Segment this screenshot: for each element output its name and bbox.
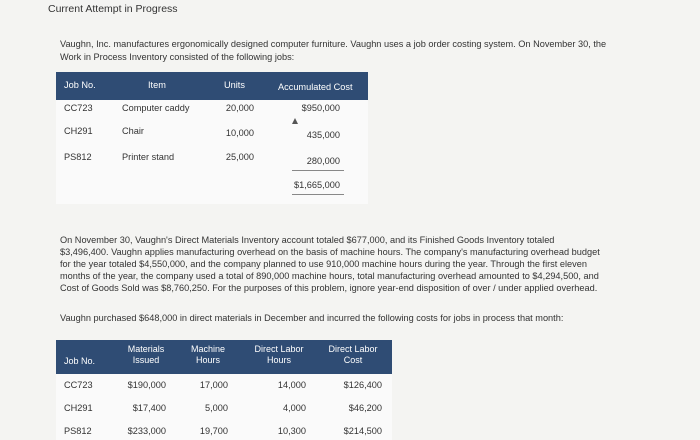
units-cell: 20,000 [225,103,254,113]
header-job-no: Job No. [64,80,96,90]
intro-line: Work in Process Inventory consisted of the following jobs: [60,51,295,62]
dl-cost-cell: $126,400 [343,380,382,390]
units-cell: 10,000 [225,128,254,138]
cost-cell: $950,000 [301,103,340,113]
units-cell: 25,000 [225,152,254,162]
header-line: Machine [190,344,226,354]
work-in-process-table [56,72,368,204]
table-header [56,340,392,374]
dl-hours-cell: 4,000 [283,403,306,413]
paragraph-line: for the year totaled $4,550,000, and the company planned to use 910,000 machine hours during the year. Through the first eleven [60,259,587,269]
dl-hours-cell: 10,300 [277,426,306,436]
paragraph-line: months of the year, the company used a total of 890,000 machine hours, total manufacturing overhead amounted to $4,294,500, and [60,271,599,281]
paragraph-line: Cost of Goods Sold was $8,760,250. For the purposes of this problem, ignore year-end disposition of over / under applied overhead. [60,283,598,293]
job-no-cell: CH291 [64,403,93,413]
intro-text [60,38,660,63]
materials-cell: $233,000 [127,426,166,436]
header-line: Cost [343,355,363,365]
purchase-note: Vaughn purchased $648,000 in direct materials in December and incurred the following costs for jobs in process that month: [60,313,564,323]
table-header [56,72,368,100]
overhead-paragraph [60,234,670,294]
mouse-cursor-icon [292,118,298,124]
intro-line: Vaughn, Inc. manufactures ergonomically designed computer furniture. Vaughn uses a job order costing system. On November 30, the [60,39,607,49]
materials-cell: $190,000 [127,380,166,390]
header-line: Issued [132,355,160,365]
item-cell: Chair [122,126,144,136]
dl-hours-cell: 14,000 [277,380,306,390]
header-job-no: Job No. [64,356,96,366]
header-machine-hours [182,344,234,366]
header-accumulated-cost: Accumulated Cost [278,82,353,92]
header-line: Hours [266,355,291,365]
item-cell: Computer caddy [122,103,190,113]
materials-cell: $17,400 [132,403,166,413]
job-no-cell: PS812 [64,152,92,162]
header-line: Direct Labor [254,344,304,354]
cost-cell: 280,000 [306,156,340,166]
job-no-cell: CH291 [64,126,93,136]
subtotal-rule [292,170,344,171]
header-direct-labor-cost [322,344,384,366]
header-line: Materials [127,344,165,354]
machine-hours-cell: 19,700 [199,426,228,436]
paragraph-line: On November 30, Vaughn's Direct Materials Inventory account totaled $677,000, and its Finished Goods Inventory totaled [60,235,555,245]
total-cost: $1,665,000 [294,180,340,190]
header-line: Hours [195,355,220,365]
job-no-cell: CC723 [64,380,93,390]
item-cell: Printer stand [122,152,175,162]
job-no-cell: CC723 [64,103,93,113]
machine-hours-cell: 17,000 [199,380,228,390]
page-title: Current Attempt in Progress [48,3,178,15]
header-materials-issued [116,344,176,366]
december-costs-table [56,340,392,440]
dl-cost-cell: $214,500 [343,426,382,436]
header-direct-labor-hours [244,344,314,366]
cost-cell: 435,000 [306,130,340,140]
paragraph-line: $3,496,400. Vaughn applies manufacturing overhead on the basis of machine hours. The company's manufacturing overhead budget [60,247,600,257]
job-no-cell: PS812 [64,426,92,436]
header-units: Units [224,80,245,90]
machine-hours-cell: 5,000 [205,403,228,413]
dl-cost-cell: $46,200 [348,403,382,413]
header-item: Item [148,80,166,90]
header-line: Direct Labor [328,344,378,354]
total-rule [292,194,344,195]
